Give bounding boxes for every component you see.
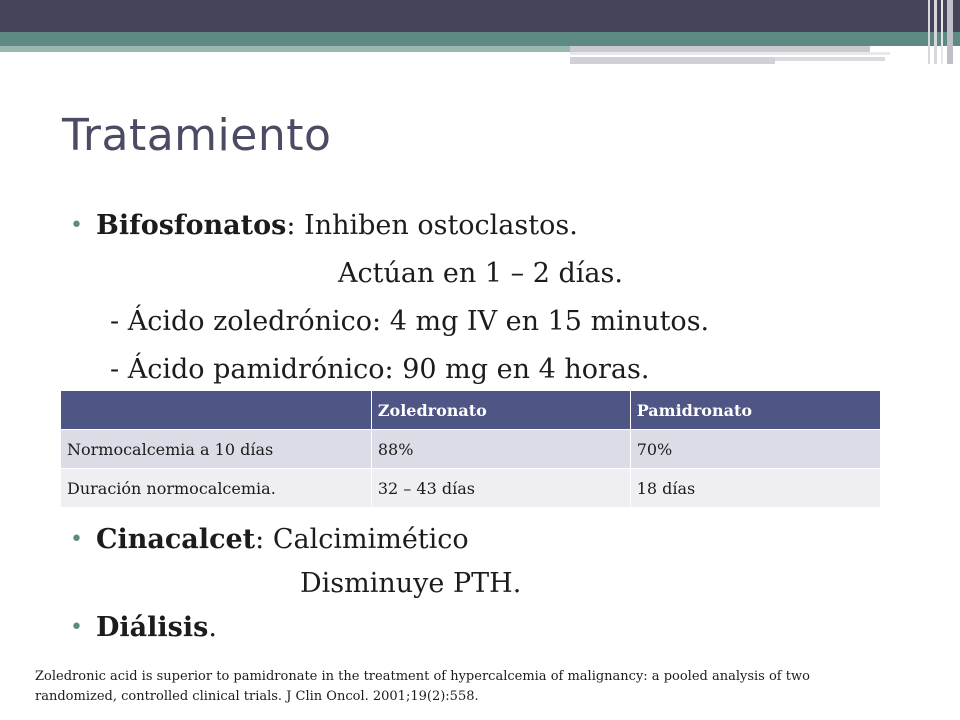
table-header-cell: Zoledronato bbox=[371, 391, 630, 430]
bifosfonatos-label: Bifosfonatos bbox=[96, 210, 287, 241]
bifosfonatos-section bbox=[70, 202, 930, 394]
bullet-marker: • bbox=[70, 615, 83, 640]
bullet-marker: • bbox=[70, 213, 83, 238]
top-gray-bar-short bbox=[775, 57, 885, 61]
cinacalcet-line1: : Calcimimético bbox=[255, 524, 469, 555]
top-teal-bar bbox=[0, 32, 960, 46]
bifosfonatos-line2: Actúan en 1 – 2 días. bbox=[338, 258, 623, 289]
bullet-bifosfonatos bbox=[70, 202, 930, 250]
table-header-cell: Pamidronato bbox=[630, 391, 880, 430]
bullet-dialisis bbox=[70, 606, 930, 650]
top-dark-bar bbox=[0, 0, 960, 32]
top-gray-bar-lower bbox=[570, 57, 775, 64]
vertical-stripe bbox=[928, 0, 930, 64]
table-cell: 88% bbox=[371, 430, 630, 469]
top-white-bar bbox=[570, 52, 890, 55]
dialisis-label: Diálisis bbox=[96, 612, 209, 643]
zoledronico-line: - Ácido zoledrónico: 4 mg IV en 15 minutos. bbox=[110, 306, 710, 337]
table-header-cell bbox=[61, 391, 372, 430]
dialisis-period: . bbox=[208, 612, 217, 643]
bullet-marker: • bbox=[70, 527, 83, 552]
table-row bbox=[61, 469, 881, 508]
slide-title: Tratamiento bbox=[62, 110, 332, 161]
other-treatments-section bbox=[70, 518, 930, 650]
bullet-cinacalcet bbox=[70, 518, 930, 562]
vertical-stripe bbox=[941, 0, 943, 64]
citation bbox=[35, 667, 915, 707]
pamidronico-line: - Ácido pamidrónico: 90 mg en 4 horas. bbox=[110, 354, 650, 385]
cinacalcet-label: Cinacalcet bbox=[96, 524, 256, 555]
cinacalcet-line2: Disminuye PTH. bbox=[300, 568, 522, 599]
top-light-bar bbox=[0, 46, 570, 52]
table-cell: 18 días bbox=[630, 469, 880, 508]
citation-line2: randomized, controlled clinical trials. J Clin Oncol. 2001;19(2):558. bbox=[35, 689, 479, 704]
table-cell: 70% bbox=[630, 430, 880, 469]
table-cell: Normocalcemia a 10 días bbox=[61, 430, 372, 469]
comparison-table bbox=[60, 390, 881, 508]
citation-line1: Zoledronic acid is superior to pamidronate in the treatment of hypercalcemia of malignancy: a pooled analysis of two bbox=[35, 669, 810, 684]
vertical-stripe bbox=[947, 0, 953, 64]
table-row bbox=[61, 430, 881, 469]
table-cell: Duración normocalcemia. bbox=[61, 469, 372, 508]
table-header-row bbox=[61, 391, 881, 430]
table-cell: 32 – 43 días bbox=[371, 469, 630, 508]
vertical-stripe bbox=[934, 0, 937, 64]
bifosfonatos-line1: : Inhiben ostoclastos. bbox=[286, 210, 578, 241]
